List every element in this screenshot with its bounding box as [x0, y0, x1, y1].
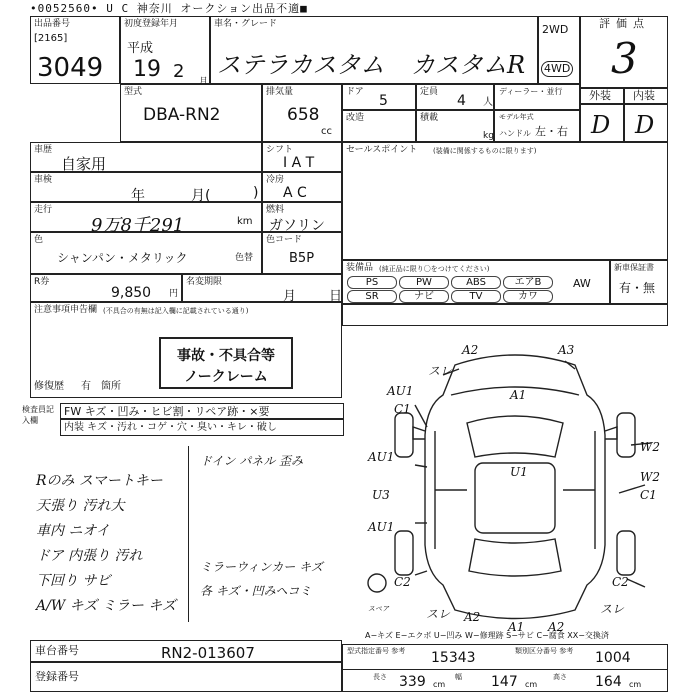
lot-label: 出品番号	[34, 19, 71, 29]
displacement-value: 658	[287, 105, 320, 125]
usage-label: 車歴	[34, 145, 53, 155]
fuel-label: 燃料	[266, 205, 285, 215]
equipment-box	[342, 260, 610, 304]
manual-value: 有・無	[619, 281, 656, 295]
recycle-value: 9,850	[111, 285, 152, 301]
capacity-box	[416, 84, 494, 110]
ac-value: A C	[283, 185, 307, 201]
first-reg-year: 19	[133, 57, 161, 82]
damage-mark: AU1	[368, 520, 395, 534]
first-reg-month: 2	[173, 61, 185, 82]
capacity-label: 定員	[420, 87, 439, 97]
damage-mark: W2	[640, 470, 660, 484]
ext-label-box	[580, 88, 624, 104]
spec-box	[342, 644, 668, 692]
length-unit: cm	[433, 680, 446, 689]
inspector-line1-box	[60, 403, 344, 419]
equipment-item: エアB	[503, 276, 553, 289]
damage-mark: スレ	[428, 364, 453, 378]
name-box	[210, 16, 538, 84]
equipment-item: PS	[347, 276, 397, 289]
damage-mark: A2	[464, 610, 481, 624]
chassis-label: 車台番号	[35, 644, 79, 657]
dealer-box	[494, 84, 580, 110]
drive-2wd: 2WD	[542, 23, 569, 36]
shift-box	[262, 142, 342, 172]
chassis-box	[30, 640, 342, 662]
equipment-item: ナビ	[399, 290, 449, 303]
damage-mark: スレ	[600, 602, 625, 616]
vehicle-name: ステラカスタム	[217, 51, 385, 79]
load-box	[416, 110, 494, 142]
remark-right-line: ミラーウィンカー キズ	[200, 560, 323, 574]
stamp-line2: ノークレーム	[184, 369, 268, 385]
ext-label: 外装	[589, 89, 611, 102]
shift-value: I A T	[283, 155, 315, 171]
equipment-label: 装備品	[346, 263, 374, 273]
rating-score: 3	[611, 34, 638, 83]
capacity-unit: 人	[483, 97, 493, 108]
doors-label: ドア	[346, 87, 364, 97]
manual-box	[610, 260, 668, 304]
modified-box	[342, 110, 416, 142]
int-label: 内装	[633, 89, 655, 102]
height-unit: cm	[629, 680, 642, 689]
length-label: 長さ	[373, 673, 387, 681]
transfer-day: 日	[329, 289, 343, 304]
model-box	[120, 84, 262, 142]
handle-label: ハンドル	[499, 129, 531, 138]
damage-mark: C1	[640, 488, 657, 502]
displacement-box	[262, 84, 342, 142]
equipment-item: カワ	[503, 290, 553, 303]
height-value: 164	[595, 674, 622, 690]
remark-line: A/W キズ ミラー キズ	[36, 598, 177, 614]
damage-mark: U1	[510, 465, 528, 479]
doors-box	[342, 84, 416, 110]
no-claim-stamp	[159, 337, 293, 389]
reg-number-label: 登録番号	[35, 670, 79, 683]
handle-value: 左・右	[535, 125, 568, 138]
color-box	[30, 232, 262, 274]
wheel-front-right	[617, 413, 635, 457]
damage-mark: スレ	[426, 607, 451, 621]
header-strip: •0052560• U C 神奈川 オークション出品不適■	[30, 2, 308, 15]
notes-small: (不具合の有無は記入欄に記載されている通り)	[103, 307, 249, 315]
diagram-legend: A−キズ E−エクボ U−凹み W−修理跡 S−サビ C−腐食 XX−交換済	[365, 631, 609, 640]
lot-code: [2165]	[34, 33, 68, 44]
height-label: 高さ	[553, 673, 567, 681]
displacement-label: 排気量	[266, 87, 294, 97]
drive-box	[538, 16, 580, 84]
repair-label: 修復歴	[34, 381, 64, 392]
doors-value: 5	[379, 93, 388, 109]
damage-mark: C2	[394, 575, 411, 589]
sales-point-hint: (装備に関係するものに限ります)	[433, 147, 537, 155]
mileage-unit: km	[237, 216, 253, 227]
inspector-line2-box	[60, 419, 344, 436]
reg-number-box	[30, 662, 342, 692]
damage-mark: AU1	[387, 384, 414, 398]
sales-point-box	[342, 142, 668, 260]
spare-tire	[368, 574, 386, 592]
wheel-rear-right	[617, 531, 635, 575]
first-reg-box	[120, 16, 210, 87]
mileage-box	[30, 202, 262, 236]
type-label: 型式指定番号 参考	[347, 647, 406, 655]
handle-box	[494, 110, 580, 142]
transfer-box	[182, 274, 342, 302]
ext-rating-box	[580, 104, 624, 142]
modified-label: 改造	[346, 113, 365, 123]
inspection-box	[30, 172, 262, 202]
sales-point-label: セールスポイント	[346, 145, 418, 155]
color-code-value: B5P	[289, 251, 315, 266]
inspection-label: 車検	[34, 175, 53, 185]
int-rating-box	[624, 104, 668, 142]
equipment-item: SR	[347, 290, 397, 303]
rating-box	[580, 16, 668, 88]
recycle-unit: 円	[169, 289, 179, 299]
type-value: 15343	[431, 650, 476, 666]
remark-line: 車内 ニオイ	[36, 523, 110, 539]
lot-number: 3049	[37, 53, 104, 83]
int-rating: D	[635, 111, 655, 139]
capacity-value: 4	[457, 93, 466, 109]
leader-8	[415, 571, 427, 575]
usage-box	[30, 142, 262, 172]
equipment-hint: (純正品に限り〇をつけてください)	[379, 265, 490, 273]
inspection-month: 月(	[191, 188, 211, 204]
right-mirror	[605, 427, 617, 439]
rear-window	[469, 539, 561, 576]
first-reg-label: 初度登録年月	[124, 19, 179, 29]
ext-rating: D	[591, 111, 611, 139]
load-kg: kg	[483, 131, 494, 141]
class-label: 類別区分番号 参考	[515, 647, 574, 655]
color-code-label: 色コード	[266, 235, 303, 245]
damage-mark: A2	[548, 620, 565, 634]
recycle-box	[30, 274, 182, 302]
inspector-line2: 内装 キズ・汚れ・コゲ・穴・臭い・キレ・破し	[64, 422, 277, 433]
model-value: DBA-RN2	[143, 105, 221, 125]
mileage-value: 9万8千291	[91, 215, 185, 236]
equipment-item: PW	[399, 276, 449, 289]
vehicle-grade: カスタムR	[411, 51, 526, 79]
color-code-box	[262, 232, 342, 274]
model-year-label: モデル年式	[499, 113, 534, 121]
transfer-month: 月	[283, 289, 297, 304]
repair-unit: 箇所	[101, 381, 121, 392]
wheel-rear-left	[395, 531, 413, 575]
displacement-unit: cc	[321, 126, 332, 137]
damage-mark: C1	[394, 402, 411, 416]
inspector-label: 検査員記入欄	[22, 405, 54, 425]
rear-box	[342, 304, 668, 326]
width-label: 幅	[455, 673, 462, 681]
remark-line: Rのみ スマートキー	[36, 473, 163, 489]
damage-mark: A1	[508, 620, 525, 634]
load-label: 積載	[420, 113, 439, 123]
drive-4wd: 4WD	[541, 61, 573, 77]
windshield	[467, 416, 563, 457]
color-change-label: 色替	[235, 253, 254, 263]
damage-mark: A2	[462, 343, 479, 357]
damage-mark: C2	[612, 575, 629, 589]
equipment-aw: AW	[573, 277, 591, 290]
damage-diagram	[355, 335, 675, 635]
wheel-front-left	[395, 413, 413, 457]
inspector-line1: FW キズ・凹み・ヒビ割・リペア跡・×要	[64, 405, 270, 418]
first-reg-era: 平成	[127, 41, 154, 56]
left-mirror	[413, 427, 425, 439]
color-value: シャンパン・メタリック	[57, 251, 188, 265]
width-value: 147	[491, 674, 518, 690]
ac-label: 冷房	[266, 175, 285, 185]
class-value: 1004	[595, 650, 631, 666]
damage-mark: AU1	[368, 450, 395, 464]
mileage-label: 走行	[34, 205, 53, 215]
transfer-label: 名変期限	[186, 277, 223, 287]
equipment-item: TV	[451, 290, 501, 303]
width-unit: cm	[525, 680, 538, 689]
damage-mark: W2	[640, 440, 660, 454]
leader-3	[415, 405, 427, 427]
color-label: 色	[34, 235, 44, 245]
remark-right-line: ドイン パネル 歪み	[200, 454, 304, 468]
inspection-year: 年	[131, 188, 145, 204]
length-value: 339	[399, 674, 426, 690]
notes-box	[30, 302, 342, 398]
stamp-line1: 事故・不具合等	[177, 348, 275, 364]
damage-mark: A1	[510, 388, 527, 402]
rating-label: 評価点	[599, 17, 650, 30]
int-label-box	[624, 88, 668, 104]
remarks-divider	[188, 446, 189, 622]
leader-9	[627, 579, 645, 587]
equipment-item: ABS	[451, 276, 501, 289]
lot-box	[30, 16, 120, 84]
manual-label: 新車保証書	[614, 263, 654, 272]
remark-right-line: 各 キズ・凹みヘコミ	[200, 584, 312, 598]
dealer-label: ディーラー・並行	[499, 87, 563, 96]
remark-line: 天張り 汚れ大	[36, 498, 125, 514]
remark-line: ドア 内張り 汚れ	[36, 548, 143, 564]
inspection-close: )	[253, 185, 259, 201]
remark-line: 下回り サビ	[36, 573, 111, 589]
damage-mark: A3	[558, 343, 575, 357]
recycle-label: R券	[34, 277, 50, 287]
shift-label: シフト	[266, 145, 294, 155]
model-label: 型式	[124, 87, 143, 97]
notes-label: 注意事項申告欄	[34, 305, 98, 315]
usage-value: 自家用	[61, 155, 107, 173]
repair-value: 有	[81, 381, 91, 392]
fuel-box	[262, 202, 342, 232]
chassis-value: RN2-013607	[161, 644, 255, 662]
first-reg-unit: 月	[199, 77, 209, 87]
damage-mark: スペア	[368, 605, 389, 613]
ac-box	[262, 172, 342, 202]
damage-mark: U3	[372, 488, 390, 502]
fuel-value: ガソリン	[269, 218, 325, 234]
name-label: 車名・グレード	[214, 19, 278, 29]
